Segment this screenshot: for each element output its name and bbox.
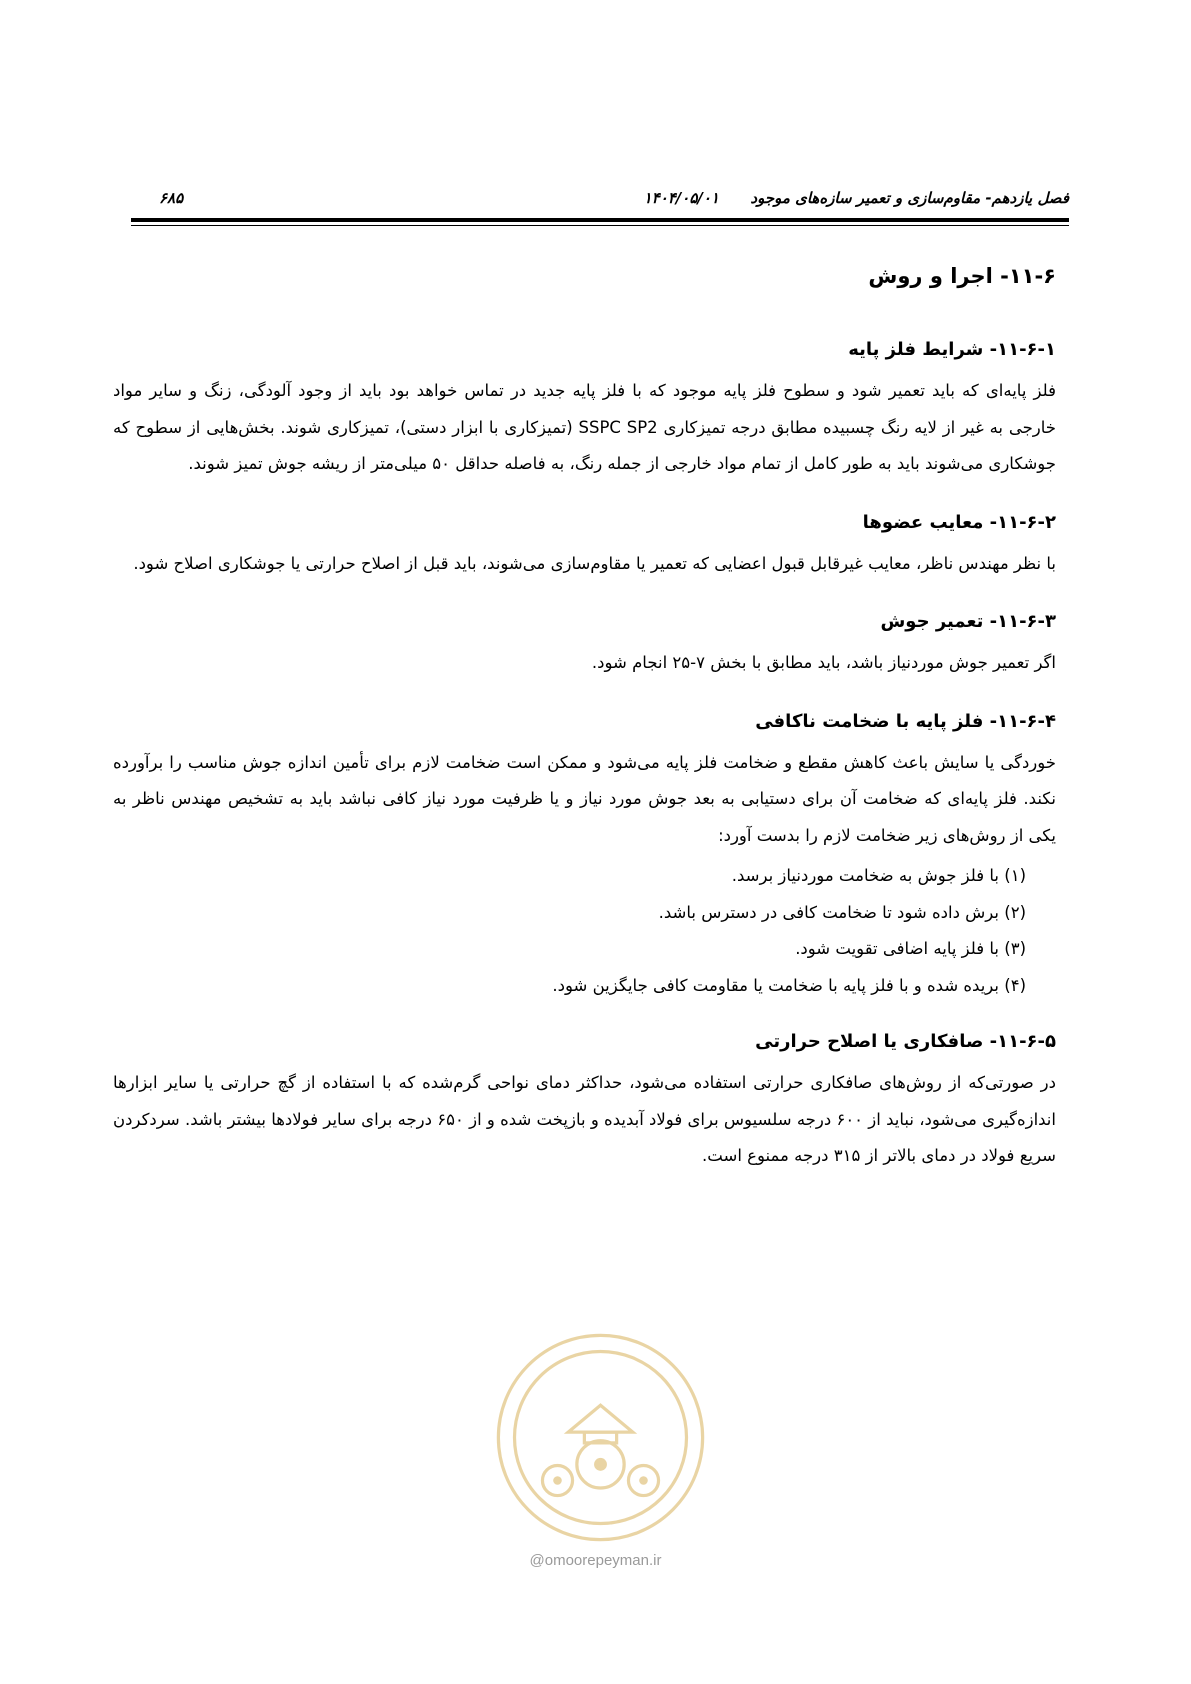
header-rule-thick bbox=[131, 218, 1069, 222]
chapter-title: فصل یازدهم- مقاوم‌سازی و تعمیر سازه‌های موجود bbox=[750, 189, 1069, 207]
watermark-seal-icon bbox=[493, 1330, 708, 1545]
page-content bbox=[113, 256, 1056, 1195]
options-list bbox=[113, 858, 1056, 1004]
subsection-title: ۱۱-۶-۵- صافکاری یا اصلاح حرارتی bbox=[755, 1031, 1056, 1052]
list-item: (۳) با فلز پایه اضافی تقویت شود. bbox=[795, 939, 1026, 958]
subsection-paragraph: با نظر مهندس ناظر، معایب غیرقابل قبول اعضایی که تعمیر یا مقاوم‌سازی می‌شوند، باید قبل از اصلاح حرارتی یا جوشکاری اصلاح شود. bbox=[133, 553, 1056, 573]
list-item: (۲) برش داده شود تا ضخامت کافی در دسترس باشد. bbox=[658, 902, 1026, 922]
subsection-paragraph: فلز پایه‌ای که باید تعمیر شود و سطوح فلز پایه موجود که با فلز پایه جدید در تماس خواهد بود باید از وجود آلودگی، زنگ و سایر مواد خارجی به غیر از لایه رنگ چسبیده مطابق درجه تمیزکاری SSPC SP2 (تمیزکاری با ابزار دستی)، تمیزکاری شوند. بخش‌هایی از سطوح که جوشکاری می‌شوند باید به طور کامل از تمام مواد خارجی از جمله رنگ، به فاصله حداقل ۵۰ میلی‌متر از ریشه جوش تمیز شوند. bbox=[113, 381, 1056, 473]
subsection-title: ۱۱-۶-۳- تعمیر جوش bbox=[880, 611, 1056, 632]
list-item: (۴) بریده شده و با فلز پایه با ضخامت یا مقاومت کافی جایگزین شود. bbox=[552, 975, 1026, 995]
subsection-paragraph: در صورتی‌که از روش‌های صافکاری حرارتی استفاده می‌شود، حداکثر دمای نواحی گرم‌شده که با استفاده از گچ حرارتی یا سایر ابزارها اندازه‌گیری می‌شود، نباید از ۶۰۰ درجه سلسیوس برای فولاد آبدیده و بازپخت شده و از ۶۵۰ درجه برای سایر فولادها بیشتر باشد. سردکردن سریع فولاد در دمای بالاتر از ۳۱۵ درجه ممنوع است. bbox=[113, 1073, 1056, 1165]
subsection-title: ۱۱-۶-۱- شرایط فلز پایه bbox=[848, 339, 1056, 360]
watermark-url: @omoorepeyman.ir bbox=[529, 1552, 662, 1569]
page-header bbox=[131, 189, 1069, 213]
list-item: (۱) با فلز جوش به ضخامت موردنیاز برسد. bbox=[731, 866, 1026, 885]
header-rule-thin bbox=[131, 225, 1069, 226]
subsection-paragraph: خوردگی یا سایش باعث کاهش مقطع و ضخامت فلز پایه می‌شود و ممکن است ضخامت لازم برای تأمین اندازه جوش مناسب را برآورده نکند. فلز پایه‌ای که ضخامت آن برای دستیابی به بعد جوش مورد نیاز و یا ظرفیت مورد نیاز کافی نباشد باید به تشخیص مهندس ناظر به یکی از روش‌های زیر ضخامت لازم را بدست آورد: bbox=[113, 752, 1056, 845]
subsection-title: ۱۱-۶-۴- فلز پایه با ضخامت ناکافی bbox=[755, 710, 1056, 732]
subsection-paragraph: اگر تعمیر جوش موردنیاز باشد، باید مطابق با بخش ۷-۲۵ انجام شود. bbox=[591, 653, 1056, 672]
page-number: ۶۸۵ bbox=[159, 189, 184, 207]
section-title: ۱۱-۶- اجرا و روش bbox=[868, 264, 1056, 288]
subsection-title: ۱۱-۶-۲- معایب عضوها bbox=[862, 511, 1056, 533]
header-date: ۱۴۰۴/۰۵/۰۱ bbox=[643, 189, 719, 207]
